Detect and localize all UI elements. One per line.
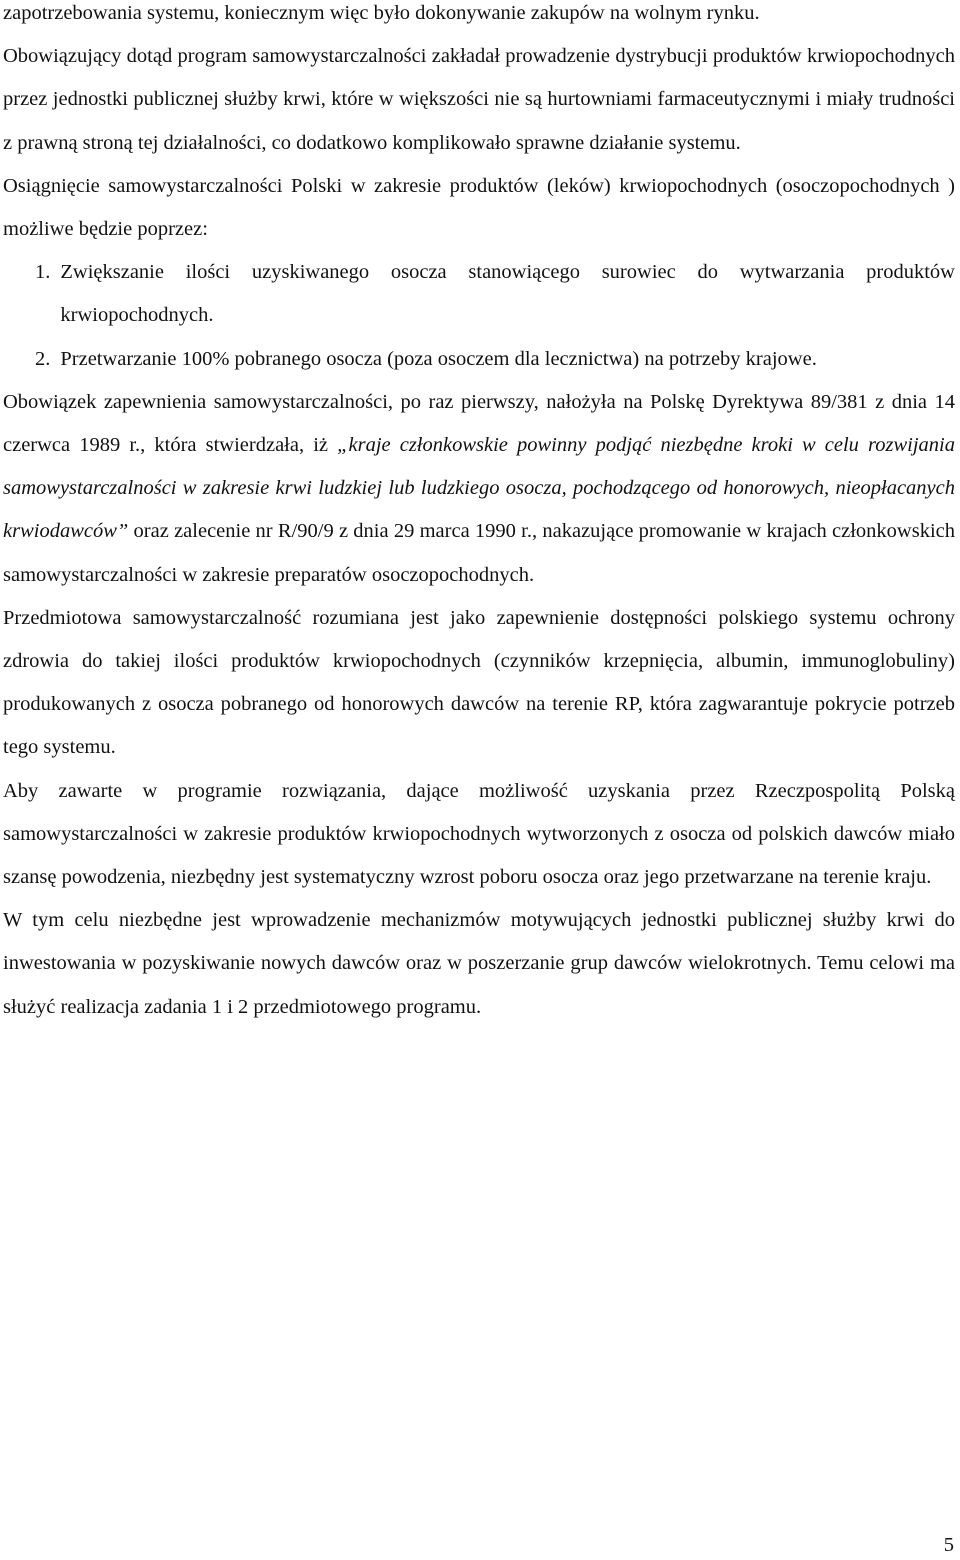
directive-text: Obowiązek zapewnienia samowystarczalności, po raz pierwszy, nałożyła na Polskę Dyrektywa 89/381 z dnia 14 czerwca 1989 r., która stwierdzała, iż [3, 390, 955, 457]
paragraph-program-distribution: Obowiązujący dotąd program samowystarczalności zakładał prowadzenie dystrybucji produktów krwiopochodnych przez jednostki publicznej służby krwi, które w większości nie są hurtowniami farmaceutycznymi i miały trudności z prawną stroną tej działalności, co dodatkowo komplikowało sprawne działanie systemu. [3, 45, 955, 154]
document-body [3, 0, 955, 1029]
page-number: 5 [943, 1534, 954, 1556]
directive-text-after: oraz zalecenie nr R/90/9 z dnia 29 marca 1990 r., nakazujące promowanie w krajach członkowskich samowystarczalności w zakresie preparatów osoczopochodnych. [3, 520, 955, 586]
paragraph-program-solutions: Aby zawarte w programie rozwiązania, dające możliwość uzyskania przez Rzeczpospolitą Polską samowystarczalności w zakresie produktów krwiopochodnych wytworzonych z osocza od polskich dawców miało szansę powodzenia, niezbędny jest systematyczny wzrost poboru osocza oraz jego przetwarzane na terenie kraju. [3, 779, 955, 889]
paragraph-motivation-mechanisms: W tym celu niezbędne jest wprowadzenie mechanizmów motywujących jednostki publicznej służby krwi do inwestowania w pozyskiwanie nowych dawców oraz w poszerzanie grup dawców wielokrotnych. Temu celowi ma służyć realizacja zadania 1 i 2 przedmiotowego programu. [3, 909, 955, 1018]
paragraph-continuation: zapotrzebowania systemu, koniecznym więc było dokonywanie zakupów na wolnym rynku. [3, 2, 760, 24]
list-item-2 [3, 338, 955, 381]
paragraph-definition: Przedmiotowa samowystarczalność rozumiana jest jako zapewnienie dostępności polskiego systemu ochrony zdrowia do takiej ilości produktów krwiopochodnych (czynników krzepnięcia, albumin, immunoglobuliny) produkowanych z osocza pobranego od honorowych dawców na terenie RP, która zagwarantuje pokrycie potrzeb tego systemu. [3, 606, 955, 759]
paragraph-self-sufficiency-intro: Osiągnięcie samowystarczalności Polski w zakresie produktów (leków) krwiopochodnych (osoczopochodnych ) możliwe będzie poprzez: [3, 174, 955, 241]
paragraph-directive [3, 381, 955, 597]
list-number: 1. [35, 261, 51, 284]
directive-quote: „kraje członkowskie powinny podjąć niezbędne kroki w celu rozwijania samowystarczalności w zakresie krwi ludzkiej lub ludzkiego osocza, pochodzącego od honorowych, nieopłacanych krwiodawców” [3, 434, 955, 543]
list-item-1 [3, 251, 955, 337]
list-text: Zwiększanie ilości uzyskiwanego osocza stanowiącego surowiec do wytwarzania produktów krwiopochodnych. [60, 261, 955, 327]
list-number: 2. [35, 347, 51, 370]
list-text: Przetwarzanie 100% pobranego osocza (poza osoczem dla lecznictwa) na potrzeby krajowe. [60, 347, 817, 370]
